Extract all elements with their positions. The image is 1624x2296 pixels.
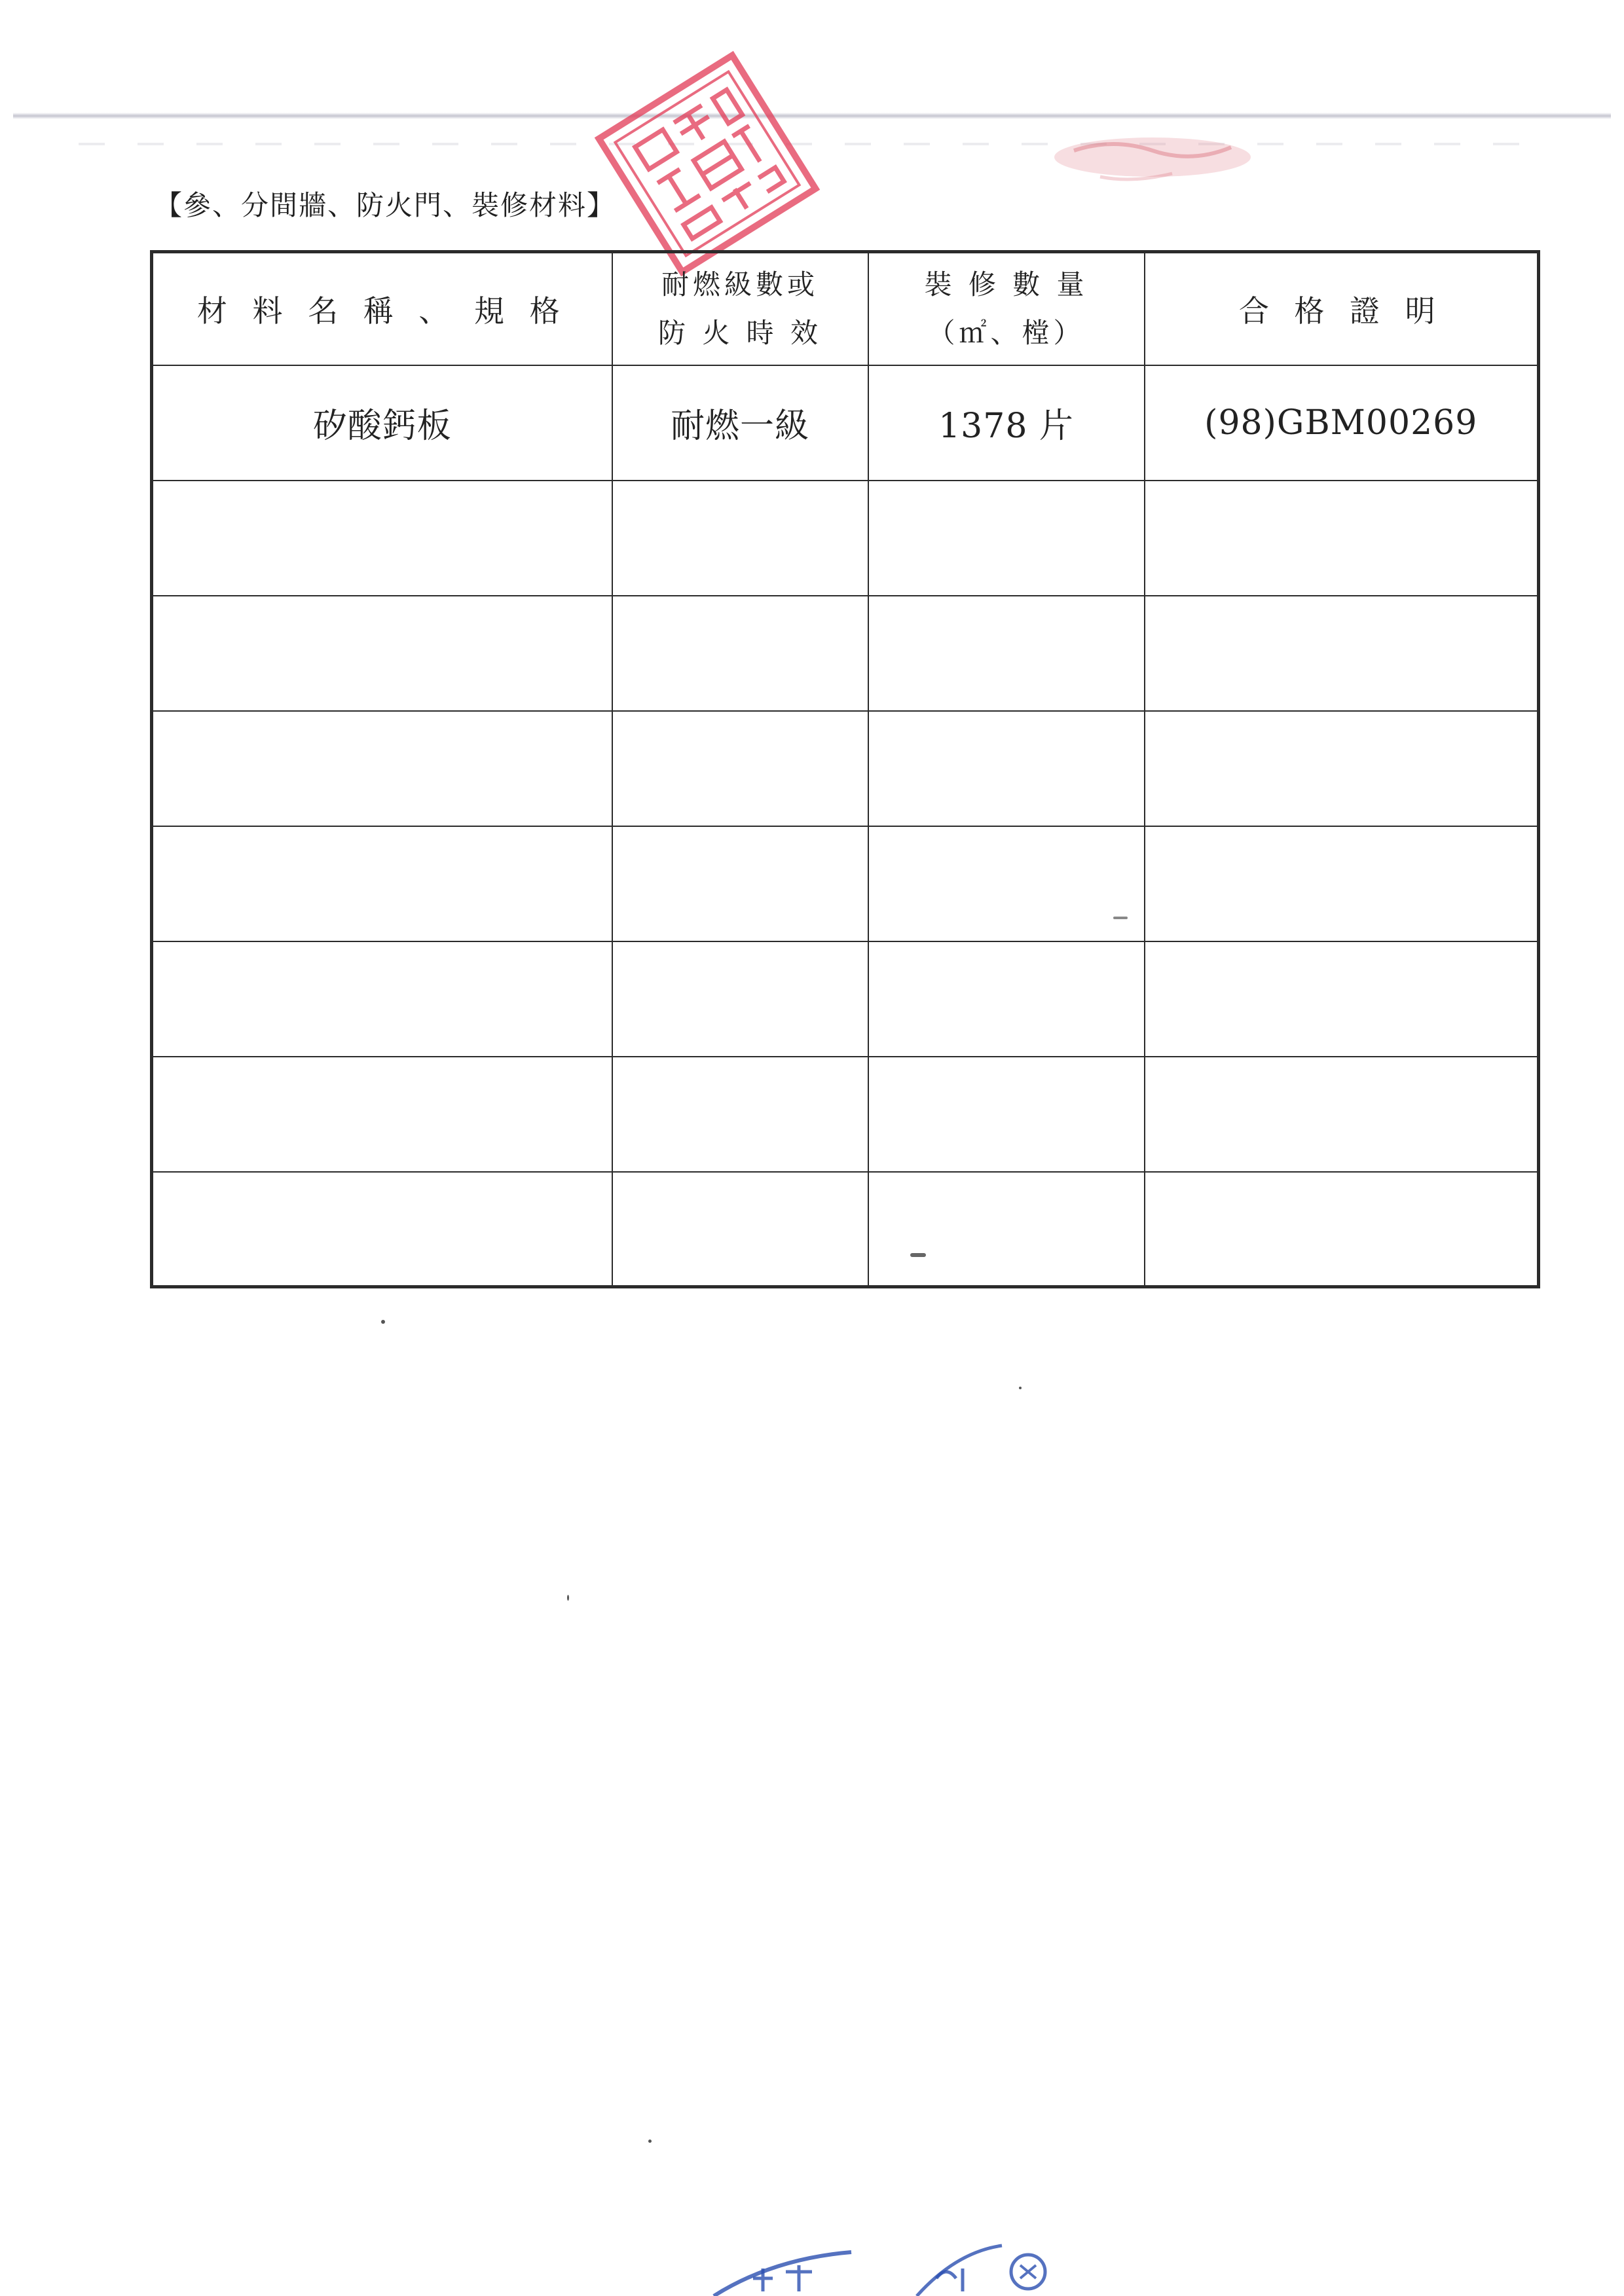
scan-speck <box>648 2140 652 2143</box>
cell-quantity <box>868 711 1145 826</box>
cell-fire-rating <box>612 481 868 596</box>
cell-material-name <box>152 596 612 711</box>
header-material-name <box>152 252 612 365</box>
cell-fire-rating <box>612 826 868 941</box>
cell-fire-rating <box>612 1172 868 1287</box>
cell-certificate <box>1145 596 1539 711</box>
cell-material-name <box>152 941 612 1057</box>
cell-certificate: (98)GBM00269 <box>1145 365 1539 481</box>
cell-certificate <box>1145 711 1539 826</box>
table-row <box>152 941 1539 1057</box>
table-header-row <box>152 252 1539 365</box>
header-fire-rating-line1: 耐燃級數或 <box>661 268 819 301</box>
cell-quantity: 1378 片 <box>868 365 1145 481</box>
cell-material-name <box>152 1172 612 1287</box>
cell-quantity <box>868 1172 1145 1287</box>
section-heading: 【參、分間牆、防火門、裝修材料】 <box>155 189 616 221</box>
table-row <box>152 365 1539 481</box>
scan-speck <box>1019 1387 1022 1389</box>
cell-certificate <box>1145 941 1539 1057</box>
cell-fire-rating <box>612 596 868 711</box>
cell-certificate <box>1145 826 1539 941</box>
header-quantity-line1: 裝 修 數 量 <box>924 268 1088 301</box>
header-certificate-label: 合 格 證 明 <box>1238 293 1443 329</box>
header-material-name-label: 材 料 名 稱 、 規 格 <box>196 293 568 329</box>
header-quantity <box>868 252 1145 365</box>
table-row <box>152 481 1539 596</box>
cell-quantity <box>868 826 1145 941</box>
scan-speck <box>910 1253 926 1257</box>
red-ink-smudge <box>1048 124 1264 203</box>
cell-quantity <box>868 596 1145 711</box>
scan-speck <box>567 1595 569 1601</box>
table-row <box>152 1172 1539 1287</box>
materials-table <box>150 250 1540 1288</box>
cell-fire-rating <box>612 711 868 826</box>
cell-quantity <box>868 1057 1145 1172</box>
table-row <box>152 596 1539 711</box>
blue-seal-stamp <box>694 2239 1061 2296</box>
scan-speck <box>1113 917 1128 919</box>
cell-material-name <box>152 481 612 596</box>
cell-certificate <box>1145 1057 1539 1172</box>
header-quantity-line2: （㎡、樘） <box>927 316 1085 349</box>
cell-material-name: 矽酸鈣板 <box>152 365 612 481</box>
table-row <box>152 826 1539 941</box>
cell-fire-rating <box>612 941 868 1057</box>
header-certificate <box>1145 252 1539 365</box>
cell-fire-rating <box>612 1057 868 1172</box>
cell-fire-rating: 耐燃一級 <box>612 365 868 481</box>
scan-speck <box>381 1320 385 1324</box>
cell-certificate <box>1145 1172 1539 1287</box>
cell-material-name <box>152 711 612 826</box>
header-fire-rating-line2: 防 火 時 效 <box>657 316 822 349</box>
cell-quantity <box>868 941 1145 1057</box>
cell-certificate <box>1145 481 1539 596</box>
cell-material-name <box>152 1057 612 1172</box>
cell-quantity <box>868 481 1145 596</box>
header-fire-rating <box>612 252 868 365</box>
cell-material-name <box>152 826 612 941</box>
table-row <box>152 711 1539 826</box>
table-row <box>152 1057 1539 1172</box>
